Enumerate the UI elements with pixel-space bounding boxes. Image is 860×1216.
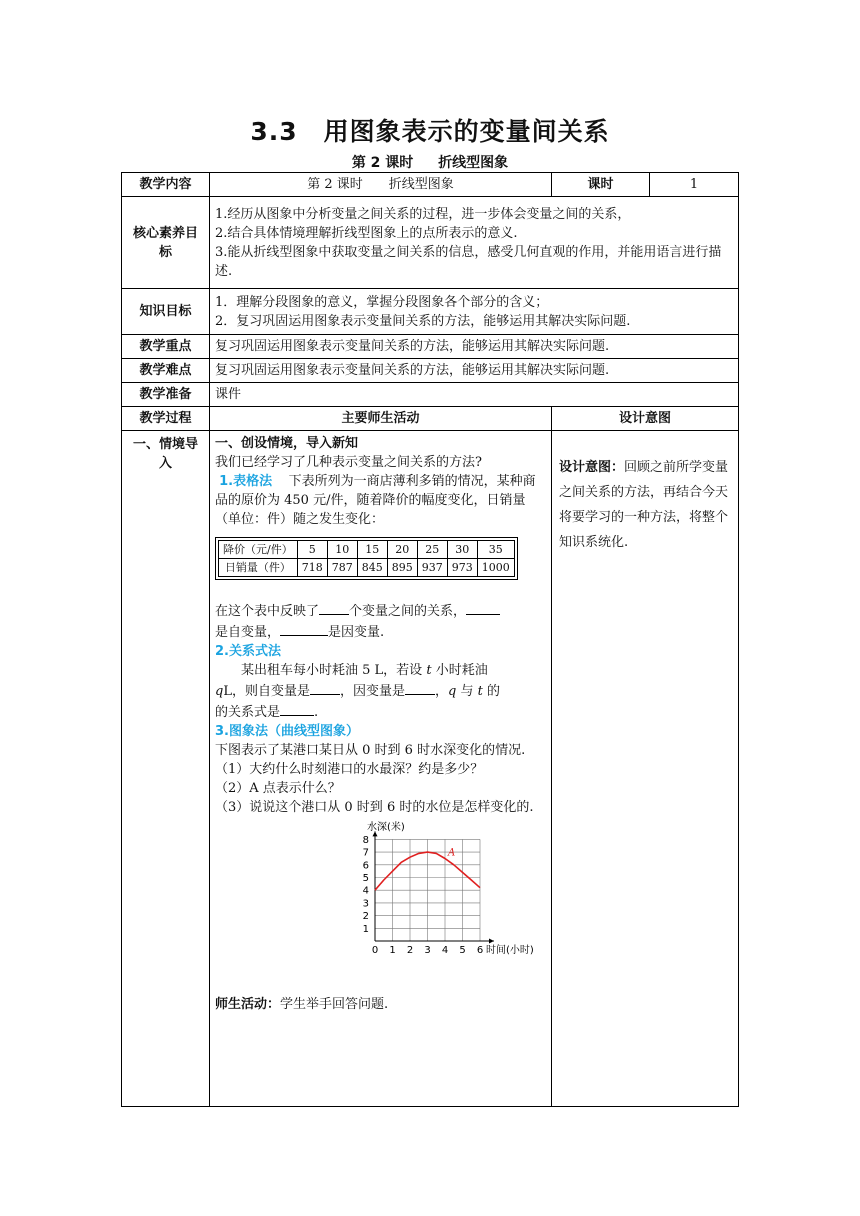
- x-axis-arrow: [489, 939, 494, 944]
- q1-part-a: 在这个表中反映了: [215, 604, 320, 619]
- price-cell: 10: [327, 541, 357, 559]
- row-process-header: [122, 407, 739, 431]
- method-2-para-2: qL，则自变量是 ，因变量是 ，q 与 t 的: [215, 680, 546, 701]
- row-key: [122, 335, 739, 359]
- y-tick-label: 6: [362, 860, 369, 872]
- method-1-para: [215, 472, 546, 529]
- price-cell: 15: [357, 541, 387, 559]
- sales-cell: 845: [357, 559, 387, 577]
- y-tick-label: 7: [362, 847, 369, 859]
- point-a-label: A: [448, 847, 456, 859]
- row-goals: [122, 197, 739, 289]
- row-section-1: [122, 431, 739, 1107]
- page-subtitle: [0, 152, 860, 172]
- sales-cell: 973: [447, 559, 477, 577]
- method-2-para-3: [215, 701, 546, 722]
- m2-d: ，因变量是: [339, 684, 405, 699]
- x-tick-label: 0: [371, 945, 379, 956]
- var-t: t: [477, 684, 483, 699]
- teacher-activity-text: 学生举手回答问题.: [280, 997, 389, 1012]
- row-content: [122, 173, 739, 197]
- price-cell: 35: [477, 541, 514, 559]
- x-tick-label: 5: [459, 945, 466, 956]
- m2-c: L，则自变量是: [223, 684, 310, 699]
- design-cell: [552, 431, 739, 1107]
- var-t: t: [426, 663, 432, 678]
- design-intent-label: 设计意图：: [559, 460, 625, 475]
- intro-text: 我们已经学习了几种表示变量之间关系的方法?: [215, 455, 482, 470]
- sales-cell: 787: [327, 559, 357, 577]
- knowledge-2: 2．复习巩固运用图象表示变量间关系的方法，能够运用其解决实际问题.: [215, 313, 631, 329]
- section-heading: 一、创设情境，导入新知: [215, 436, 359, 451]
- blank[interactable]: [280, 701, 314, 716]
- blank[interactable]: [280, 621, 328, 636]
- row-prep: [122, 383, 739, 407]
- goal-1: 1.经历从图象中分析变量之间关系的过程，进一步体会变量之间的关系，: [215, 206, 631, 222]
- sales-cell: 718: [297, 559, 327, 577]
- blank[interactable]: [319, 600, 349, 615]
- activity-cell: [210, 431, 552, 1107]
- key-label: 教学重点: [122, 335, 210, 359]
- y-axis-label: 水深(米): [367, 822, 405, 833]
- goals-label: 核心素养目标: [122, 197, 210, 289]
- q1-part-d: 是因变量.: [328, 625, 385, 640]
- period-value: 1: [650, 173, 739, 197]
- content-label: 教学内容: [122, 173, 210, 197]
- question-1: [215, 600, 546, 642]
- x-tick-label: 3: [424, 945, 431, 956]
- key-value: 复习巩固运用图象表示变量间关系的方法，能够运用其解决实际问题.: [210, 335, 739, 359]
- row-difficulty: [122, 359, 739, 383]
- teacher-activity: [215, 995, 546, 1014]
- method-2-para: [215, 661, 546, 680]
- subtitle-topic: 折线型图象: [438, 155, 509, 171]
- row-knowledge: [122, 289, 739, 335]
- q1-part-c: 是自变量，: [215, 625, 281, 640]
- y-tick-label: 4: [362, 885, 369, 897]
- question-b: （2）A 点表示什么？: [215, 781, 341, 796]
- activity-label: 主要师生活动: [210, 407, 552, 431]
- x-axis-label: 时间(小时): [486, 945, 534, 956]
- knowledge-cell: [210, 289, 739, 335]
- difficulty-value: 复习巩固运用图象表示变量间关系的方法，能够运用其解决实际问题.: [210, 359, 739, 383]
- x-tick-label: 2: [406, 945, 414, 956]
- method-3-text: 下图表示了某港口某日从 0 时到 6 时水深变化的情况.: [215, 743, 526, 758]
- content-value: 第 2 课时 折线型图象: [210, 173, 552, 197]
- y-tick-label: 3: [362, 898, 369, 910]
- y-tick-label: 2: [362, 911, 369, 923]
- knowledge-1: 1．理解分段图象的意义，掌握分段图象各个部分的含义；: [215, 294, 549, 310]
- method-1-text: 下表所列为一商店薄利多销的情况，某种商品的原价为 450 元/件，随着降价的幅度变化，日销量（单位：件）随之发生变化：: [215, 474, 536, 527]
- x-tick-label: 1: [389, 945, 396, 956]
- price-cell: 20: [387, 541, 417, 559]
- var-q: q: [215, 684, 224, 699]
- y-tick-label: 1: [362, 923, 369, 935]
- page-title: 3.3 用图象表示的变量间关系: [250, 117, 610, 146]
- subtitle-lesson: 第 2 课时: [351, 155, 414, 171]
- blank[interactable]: [310, 680, 340, 695]
- q1-part-b: 个变量之间的关系，: [349, 604, 467, 619]
- blank[interactable]: [405, 680, 435, 695]
- prep-value: 课件: [210, 383, 739, 407]
- y-tick-label: 5: [362, 873, 369, 884]
- question-a: （1）大约什么时刻港口的水最深？约是多少？: [215, 762, 484, 777]
- price-row-label: 降价（元/件）: [219, 541, 298, 559]
- period-label: 课时: [552, 173, 650, 197]
- price-cell: 5: [297, 541, 327, 559]
- knowledge-label: 知识目标: [122, 289, 210, 335]
- goal-2: 2.结合具体情境理解折线型图象上的点所表示的意义.: [215, 225, 518, 241]
- price-cell: 25: [417, 541, 447, 559]
- price-table-box: [215, 537, 518, 580]
- sales-row-label: 日销量（件）: [219, 559, 298, 577]
- sales-cell: 1000: [477, 559, 514, 577]
- blank[interactable]: [466, 600, 500, 615]
- difficulty-label: 教学难点: [122, 359, 210, 383]
- x-tick-label: 6: [476, 945, 484, 956]
- stage-label: 一、情境导入: [122, 431, 210, 1107]
- prep-label: 教学准备: [122, 383, 210, 407]
- water-depth-chart: [357, 821, 547, 961]
- m2-e: ，: [434, 684, 448, 699]
- method-3-title: 3.图象法（曲线型图象）: [215, 724, 359, 739]
- price-cell: 30: [447, 541, 477, 559]
- m2-a: 某出租车每小时耗油 5 L，若设: [241, 663, 423, 678]
- m2-h: .: [314, 705, 319, 720]
- var-q: q: [448, 684, 457, 699]
- lesson-plan-table: [121, 172, 739, 1107]
- design-label: 设计意图: [552, 407, 739, 431]
- method-1-title: 1.表格法: [219, 474, 273, 489]
- m2-b: 小时耗油: [435, 663, 488, 678]
- m2-g: 的关系式是: [215, 705, 281, 720]
- m2-f: 与: [460, 684, 474, 699]
- teacher-activity-label: 师生活动：: [215, 997, 281, 1012]
- design-text: [559, 455, 733, 555]
- sales-cell: 895: [387, 559, 417, 577]
- design-intent-text: 回顾之前所学变量之间关系的方法，再结合今天将要学习的一种方法，将整个知识系统化.: [559, 460, 729, 550]
- question-c: （3）说说这个港口从 0 时到 6 时的水位是怎样变化的.: [215, 800, 534, 815]
- method-2-title: 2.关系式法: [215, 644, 281, 659]
- goals-cell: [210, 197, 739, 289]
- y-tick-label: 8: [362, 834, 369, 846]
- x-tick-label: 4: [441, 945, 449, 956]
- process-label: 教学过程: [122, 407, 210, 431]
- price-table: [218, 540, 515, 577]
- sales-cell: 937: [417, 559, 447, 577]
- goal-3: 3.能从折线型图象中获取变量之间关系的信息，感受几何直观的作用，并能用语言进行描述.: [215, 244, 722, 279]
